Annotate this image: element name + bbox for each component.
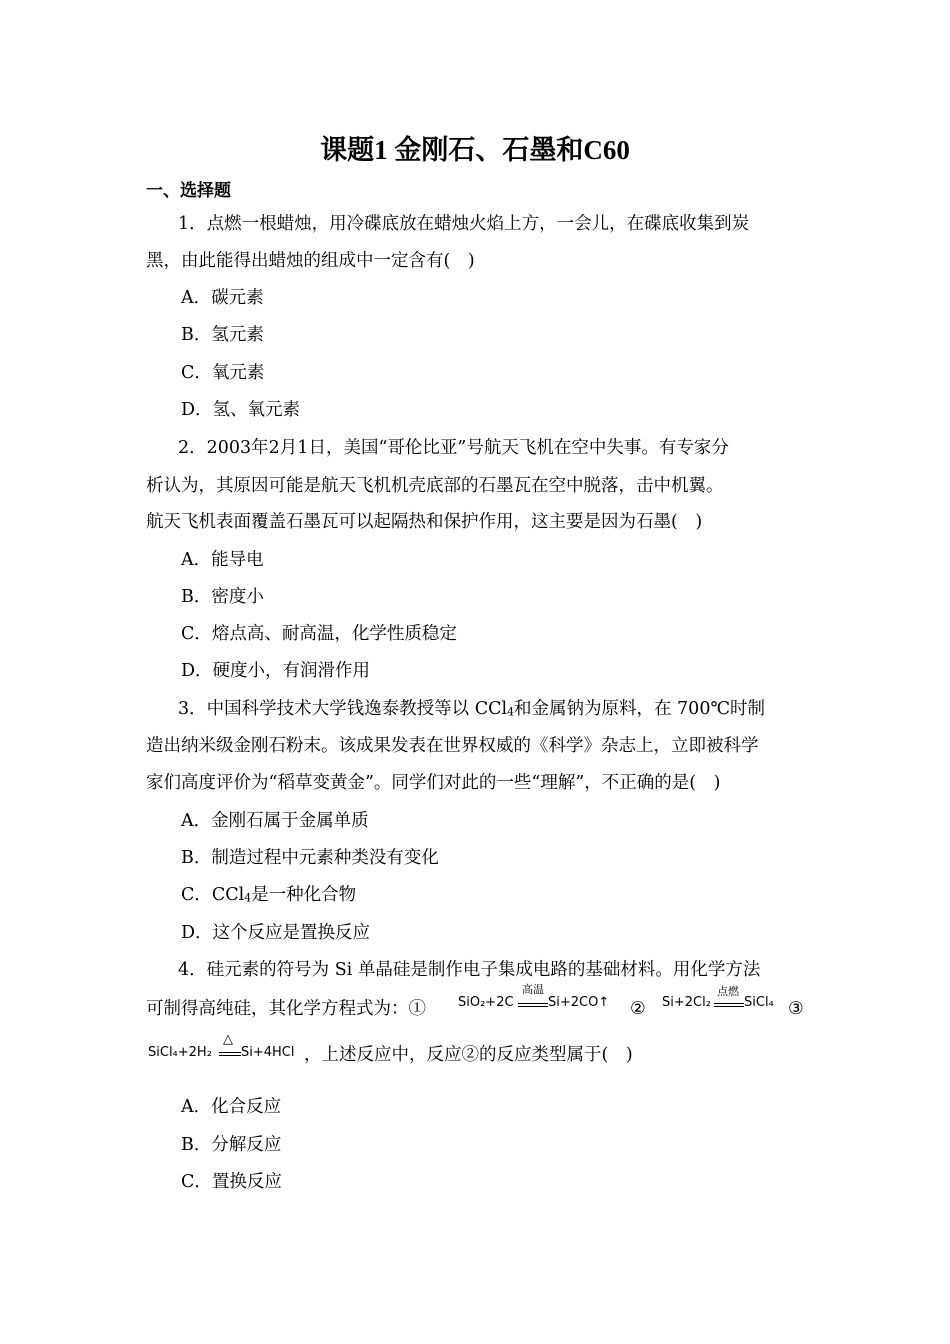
question-3-stem-cont: 家们高度评价为“稻草变黄金”。同学们对此的一些“理解”，不正确的是( ) [146,773,721,793]
question-2-option-b: B．密度小 [181,587,264,607]
equation-1-products: Si+2CO↑ [548,995,610,1010]
option-text: 是一种化合物 [251,885,357,905]
question-4-option-a: A．化合反应 [181,1097,282,1117]
equation-3-marker: ③ [788,999,804,1019]
question-1-option-c: C．氧元素 [181,363,265,383]
equals-sign [518,1003,548,1007]
equation-3-reactants: SiCl₄+2H₂ [148,1045,212,1060]
subscript: 4 [244,891,252,905]
equation-2-marker: ② [630,999,646,1019]
equation-2-condition: 点燃 [717,985,739,998]
question-1-stem: 1．点燃一根蜡烛，用冷碟底放在蜡烛火焰上方，一会儿，在碟底收集到炭 [178,214,750,234]
question-1-option-a: A．碳元素 [181,288,264,308]
question-4-stem-cont: 可制得高纯硅，其化学方程式为：① [146,999,426,1019]
equation-3-products: Si+4HCl [241,1045,295,1060]
question-1-option-d: D．氢、氧元素 [181,400,301,420]
question-3-option-a: A．金刚石属于金属单质 [181,811,369,831]
question-4-stem-cont: ，上述反应中，反应②的反应类型属于( ) [304,1045,633,1065]
question-3-stem [178,697,765,725]
question-1-stem-cont: 黑，由此能得出蜡烛的组成中一定含有( ) [146,251,475,271]
heat-triangle-icon: △ [223,1032,233,1047]
page-title: 课题1 金刚石、石墨和C60 [320,135,630,165]
equals-sign [714,1003,744,1007]
question-3-stem-text: 和金属钠为原料，在 700℃时制 [513,699,766,719]
question-2-stem-cont: 航天飞机表面覆盖石墨瓦可以起隔热和保护作用，这主要是因为石墨( ) [146,512,703,532]
question-2-stem: 2．2003年2月1日，美国“哥伦比亚”号航天飞机在空中失事。有专家分 [178,438,729,458]
question-4-option-b: B．分解反应 [181,1135,282,1155]
equation-1-reactants: SiO₂+2C [458,995,514,1010]
question-2-option-c: C．熔点高、耐高温，化学性质稳定 [181,624,457,644]
subscript: 4 [507,705,514,719]
equals-sign [219,1052,241,1056]
option-text: C．CCl [181,885,245,905]
equation-2-reactants: Si+2Cl₂ [662,995,711,1010]
question-2-option-d: D．硬度小，有润滑作用 [181,661,371,681]
question-3-stem-cont: 造出纳米级金刚石粉末。该成果发表在世界权威的《科学》杂志上，立即被科学 [146,736,759,756]
question-2-option-a: A．能导电 [181,550,264,570]
question-3-stem-text: 3．中国科学技术大学钱逸泰教授等以 CCl [178,699,508,719]
section-heading: 一、选择题 [146,181,231,201]
question-3-option-c [181,883,356,911]
question-2-stem-cont: 析认为，其原因可能是航天飞机机壳底部的石墨瓦在空中脱落，击中机翼。 [146,476,724,496]
question-3-option-b: B．制造过程中元素种类没有变化 [181,848,439,868]
question-1-option-b: B．氢元素 [181,325,264,345]
equation-1-condition: 高温 [522,983,544,996]
question-4-stem: 4．硅元素的符号为 Si 单晶硅是制作电子集成电路的基础材料。用化学方法 [178,960,761,980]
question-3-option-d: D．这个反应是置换反应 [181,923,371,943]
equation-2-products: SiCl₄ [744,995,774,1010]
question-4-option-c: C．置换反应 [181,1172,282,1192]
